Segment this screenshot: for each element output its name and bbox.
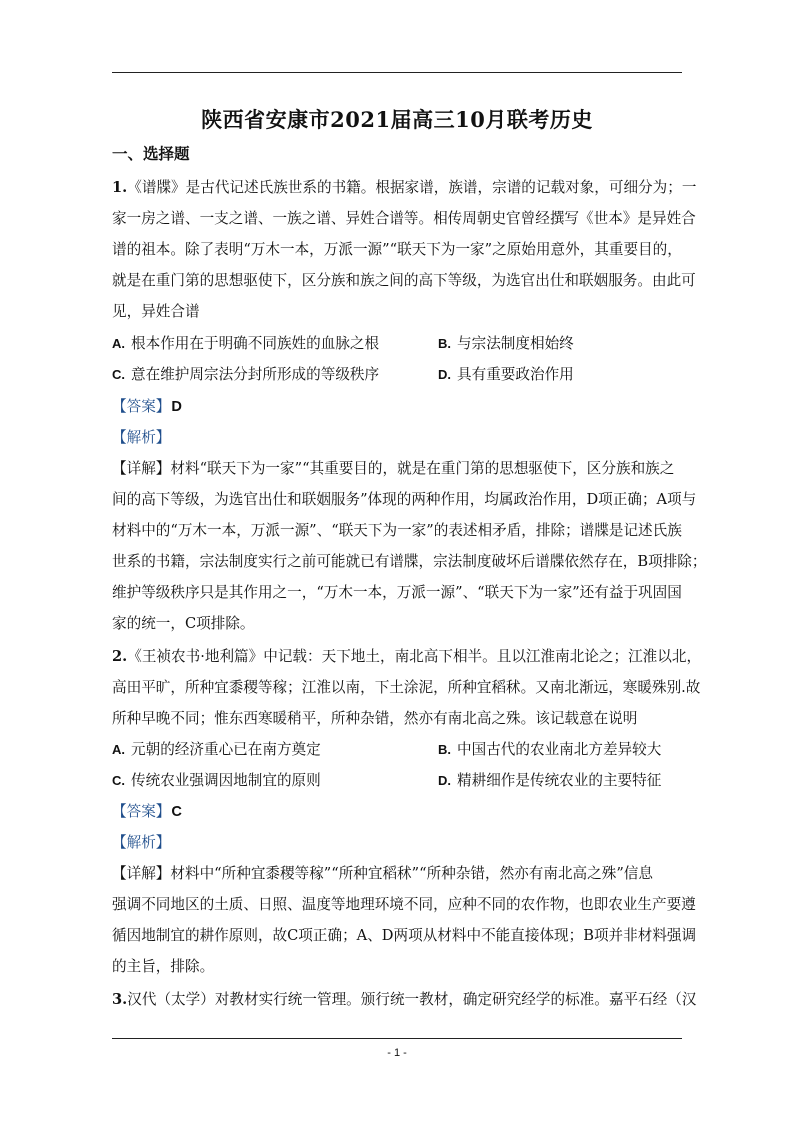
detail-line [112, 457, 684, 478]
question-1-line: 谱的祖本。除了表明“万木一本，万派一源”“联天下为一家”之原始用意外，其重要目的， [112, 241, 682, 258]
detail-line: 循因地制宜的耕作原则，故C项正确；A、D两项从材料中不能直接体现；B项并非材料强调 [112, 927, 697, 944]
answer-value: D [171, 399, 182, 415]
option-text: 元朝的经济重心已在南方奠定 [131, 741, 321, 758]
analysis-label: 【解析】 [112, 429, 171, 446]
question-1-line: 就是在重门第的思想驱使下，区分族和族之间的高下等级，为选官出仕和联姻服务。由此可 [112, 272, 696, 289]
header-rule [112, 72, 682, 73]
answer-row [112, 395, 182, 416]
option-text: 与宗法制度相始终 [457, 335, 574, 352]
option-b [438, 738, 661, 759]
page-number: - 1 - [387, 1047, 407, 1059]
question-2-line: 高田平旷，所种宜黍稷等稼；江淮以南，下土涂泥，所种宜稻秫。又南北渐远，寒暖殊别.故 [112, 679, 701, 696]
option-text: 精耕细作是传统农业的主要特征 [457, 772, 662, 789]
detail-label: 【详解】 [112, 865, 171, 882]
detail-line [112, 862, 684, 883]
option-c [112, 769, 321, 790]
detail-line: 世系的书籍，宗法制度实行之前可能就已有谱牒，宗法制度破坏后谱牒依然存在，B项排除； [112, 553, 707, 570]
option-key: D. [438, 773, 451, 788]
option-text: 根本作用在于明确不同族姓的血脉之根 [131, 335, 380, 352]
question-1-line: 家一房之谱、一支之谱、一族之谱、异姓合谱等。相传周朝史官曾经撰写《世本》是异姓合 [112, 210, 696, 227]
detail-line: 强调不同地区的土质、日照、温度等地理环境不同，应种不同的农作物，也即农业生产要遵 [112, 896, 696, 913]
option-key: B. [438, 336, 451, 351]
detail-line: 家的统一，C项排除。 [112, 615, 255, 632]
option-key: C. [112, 367, 125, 382]
option-key: A. [112, 336, 125, 351]
question-3-line [112, 988, 697, 1009]
detail-label: 【详解】 [112, 460, 171, 477]
option-key: D. [438, 367, 451, 382]
option-d [438, 363, 574, 384]
question-2-line: 所种早晚不同；惟东西寒暖稍平，所种杂错，然亦有南北高之殊。该记载意在说明 [112, 710, 638, 727]
detail-line: 材料中的“万木一本，万派一源”、“联天下为一家”的表述相矛盾，排除；谱牒是记述氏族 [112, 522, 682, 539]
section-heading: 一、选择题 [112, 144, 190, 163]
question-2-line [112, 645, 702, 666]
detail-line: 的主旨，排除。 [112, 958, 215, 975]
option-c [112, 363, 379, 384]
option-b [438, 332, 574, 353]
document-title: 陕西省安康市2021届高三10月联考历史 [201, 107, 593, 132]
option-text: 具有重要政治作用 [457, 366, 574, 383]
option-text: 意在维护周宗法分封所形成的等级秩序 [131, 366, 380, 383]
detail-text: 材料中“所种宜黍稷等稼”“所种宜稻秫”“所种杂错，然亦有南北高之殊”信息 [170, 865, 653, 882]
option-a [112, 332, 379, 353]
question-1-line [112, 176, 697, 197]
option-key: B. [438, 742, 451, 757]
question-text: 《王祯农书·地利篇》中记载：天下地土，南北高下相半。且以江淮南北论之；江淮以北， [127, 648, 702, 665]
option-d [438, 769, 661, 790]
option-key: A. [112, 742, 125, 757]
detail-line: 维护等级秩序只是其作用之一，“万木一本，万派一源”、“联天下为一家”还有益于巩固国 [112, 584, 682, 601]
question-text: 《谱牒》是古代记述氏族世系的书籍。根据家谱，族谱，宗谱的记载对象，可细分为；一 [127, 179, 697, 196]
detail-line: 间的高下等级，为选官出仕和联姻服务”体现的两种作用，均属政治作用，D项正确；A项与 [112, 491, 697, 508]
question-number: 2. [112, 648, 128, 665]
question-number: 1. [112, 179, 128, 196]
option-key: C. [112, 773, 125, 788]
option-text: 中国古代的农业南北方差异较大 [457, 741, 662, 758]
option-a [112, 738, 321, 759]
question-number: 3. [112, 991, 128, 1008]
answer-row [112, 800, 182, 821]
option-text: 传统农业强调因地制宜的原则 [131, 772, 321, 789]
question-1-line: 见，异姓合谱 [112, 303, 200, 320]
detail-text: 材料“联天下为一家”“其重要目的，就是在重门第的思想驱使下，区分族和族之 [170, 460, 675, 477]
footer-rule [112, 1038, 682, 1039]
analysis-label: 【解析】 [112, 834, 171, 851]
answer-label: 【答案】 [112, 803, 171, 820]
answer-label: 【答案】 [112, 398, 171, 415]
answer-value: C [171, 804, 182, 820]
question-text: 汉代（太学）对教材实行统一管理。颁行统一教材，确定研究经学的标准。嘉平石经（汉 [127, 991, 697, 1008]
